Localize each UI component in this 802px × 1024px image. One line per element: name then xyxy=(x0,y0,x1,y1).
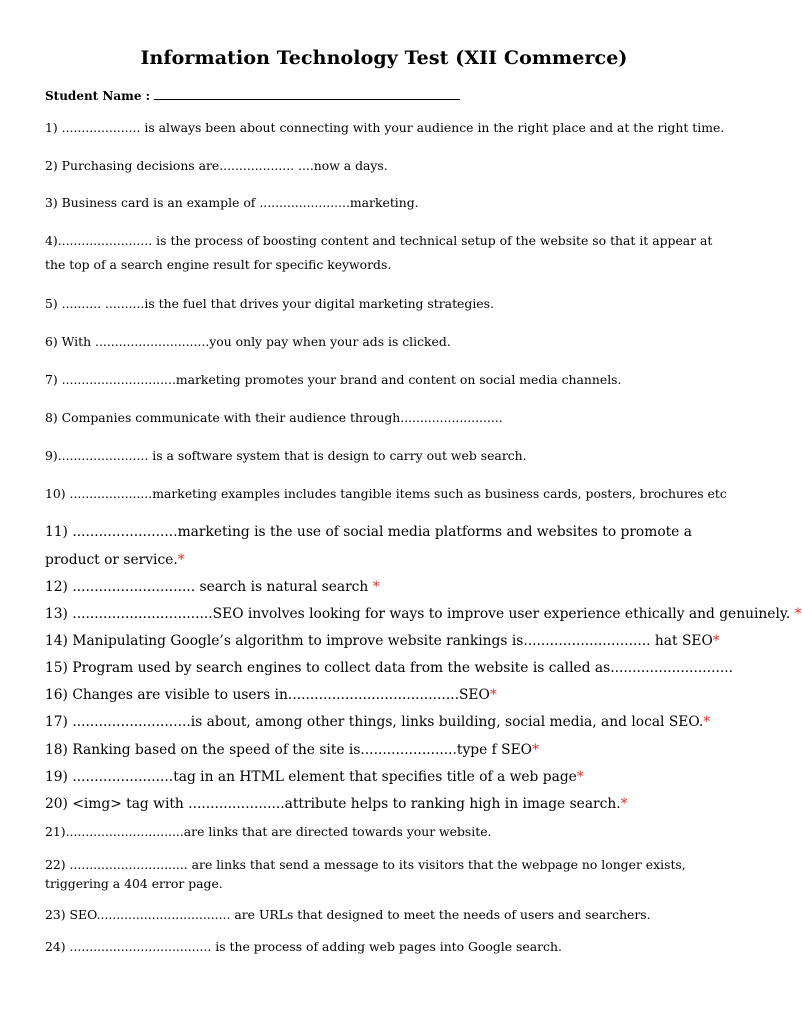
question-13: 13) ................................SEO involves looking for ways to improve user experience ethically and genuinely. * xyxy=(45,606,802,622)
question-20: 20) <img> tag with ......................attribute helps to ranking high in image search.* xyxy=(45,796,628,812)
question-6: 6) With .............................you only pay when your ads is clicked. xyxy=(45,334,451,349)
required-marker: * xyxy=(489,687,497,703)
question-14: 14) Manipulating Google’s algorithm to improve website rankings is............................. hat SEO* xyxy=(45,633,720,649)
question-4: 4)........................ is the process of boosting content and technical setup of the website so that it appear at the top of a search engine result for specific keywords. xyxy=(45,233,713,272)
page-title: Information Technology Test (XII Commerce) xyxy=(140,47,628,69)
question-23: 23) SEO.................................. are URLs that designed to meet the needs of users and searchers. xyxy=(45,907,651,922)
question-11: 11) ........................marketing is the use of social media platforms and websites to promote a product or service.* xyxy=(45,524,692,568)
required-marker: * xyxy=(712,633,720,649)
question-15: 15) Program used by search engines to collect data from the website is called as............................ xyxy=(45,660,733,676)
required-marker: * xyxy=(372,579,380,595)
question-3: 3) Business card is an example of .......................marketing. xyxy=(45,195,419,210)
required-marker: * xyxy=(703,714,711,730)
question-12: 12) ............................ search is natural search * xyxy=(45,579,380,595)
question-8: 8) Companies communicate with their audience through.......................... xyxy=(45,410,503,425)
question-18: 18) Ranking based on the speed of the site is......................type f SEO* xyxy=(45,742,539,758)
required-marker: * xyxy=(531,742,539,758)
question-9: 9)....................... is a software system that is design to carry out web search. xyxy=(45,448,527,463)
required-marker: * xyxy=(794,606,802,622)
question-24: 24) .................................... is the process of adding web pages into Google search. xyxy=(45,939,562,954)
required-marker: * xyxy=(576,769,584,785)
question-2: 2) Purchasing decisions are................... ....now a days. xyxy=(45,158,388,173)
question-21: 21)..............................are links that are directed towards your website. xyxy=(45,824,492,839)
question-17: 17) ...........................is about, among other things, links building, social media, and local SEO.* xyxy=(45,714,711,730)
question-1: 1) .................... is always been about connecting with your audience in the right place and at the right time. xyxy=(45,120,725,135)
student-name-label: Student Name : xyxy=(45,89,151,103)
question-22: 22) .............................. are links that send a message to its visitors that the webpage no longer exists, triggering a 404 error page. xyxy=(45,857,686,891)
student-name-blank[interactable] xyxy=(154,89,460,100)
question-10: 10) .....................marketing examples includes tangible items such as business cards, posters, brochures etc xyxy=(45,486,727,501)
question-19: 19) .......................tag in an HTML element that specifies title of a web page* xyxy=(45,769,584,785)
student-name-row xyxy=(45,89,460,103)
question-5: 5) .......... ..........is the fuel that drives your digital marketing strategies. xyxy=(45,296,494,311)
question-7: 7) .............................marketing promotes your brand and content on social media channels. xyxy=(45,372,622,387)
required-marker: * xyxy=(620,796,628,812)
question-16: 16) Changes are visible to users in.......................................SEO* xyxy=(45,687,497,703)
required-marker: * xyxy=(177,552,185,568)
